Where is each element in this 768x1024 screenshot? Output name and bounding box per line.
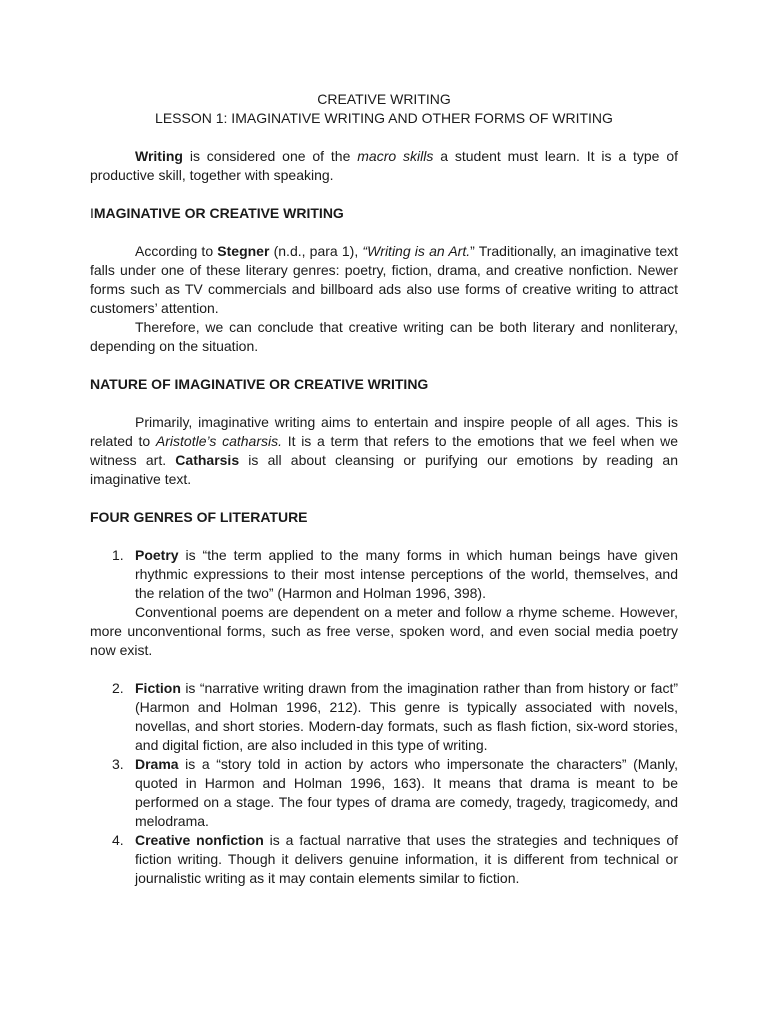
conclusion-paragraph: Therefore, we can conclude that creative writing can be both literary and nonliterary, depending on the situation.: [90, 319, 678, 354]
section-heading-genres: FOUR GENRES OF LITERATURE: [90, 509, 308, 525]
nature-paragraph: Primarily, imaginative writing aims to entertain and inspire people of all ages. This is related to Aristotle’s catharsis. It is a term that refers to the emotions that we feel when we witness art. Catharsis is all about cleansing or purifying our emotions by reading an imaginative text.: [90, 414, 678, 487]
intro-paragraph: Writing is considered one of the macro skills a student must learn. It is a type of productive skill, together with speaking.: [90, 148, 678, 183]
document-title: CREATIVE WRITING: [317, 91, 451, 107]
list-item-creative-nonfiction: 4. Creative nonfiction is a factual narrative that uses the strategies and techniques of fiction writing. Though it delivers genuine information, it is different from technical or journalistic writing as it may contain elements similar to fiction.: [112, 832, 679, 886]
lesson-title: LESSON 1: IMAGINATIVE WRITING AND OTHER FORMS OF WRITING: [155, 110, 613, 126]
poetry-follow-paragraph: Conventional poems are dependent on a meter and follow a rhyme scheme. However, more unconventional forms, such as free verse, spoken word, and even social media poetry now exist.: [90, 604, 678, 658]
list-item-poetry: 1. Poetry is “the term applied to the many forms in which human beings have given rhythmic expressions to their most intense perceptions of the world, themselves, and the relation of the two” (Harmon and Holman 1996, 398).: [112, 547, 678, 601]
stegner-paragraph: According to Stegner (n.d., para 1), “Writing is an Art.” Traditionally, an imaginative text falls under one of these literary genres: poetry, fiction, drama, and creative nonfiction. Newer forms such as TV commercials and billboard ads also use forms of creative writing to attract customers’ attention.: [90, 243, 678, 316]
section-heading-nature: NATURE OF IMAGINATIVE OR CREATIVE WRITING: [90, 376, 429, 392]
list-item-fiction: 2. Fiction is “narrative writing drawn from the imagination rather than from history or fact” (Harmon and Holman 1996, 212). This genre is typically associated with novels, novellas, and short stories. Modern-day formats, such as flash fiction, six-word stories, and digital fiction, are also included in this type of writing.: [112, 680, 678, 753]
document-page: [90, 90, 678, 888]
list-item-drama: 3. Drama is a “story told in action by actors who impersonate the characters” (Manly, quoted in Harmon and Holman 1996, 163). It means that drama is meant to be performed on a stage. The four types of drama are comedy, tragedy, tragicomedy, and melodrama.: [112, 756, 678, 829]
section-heading-imaginative: IMAGINATIVE OR CREATIVE WRITING: [90, 205, 344, 221]
intro-term: Writing: [135, 148, 183, 164]
